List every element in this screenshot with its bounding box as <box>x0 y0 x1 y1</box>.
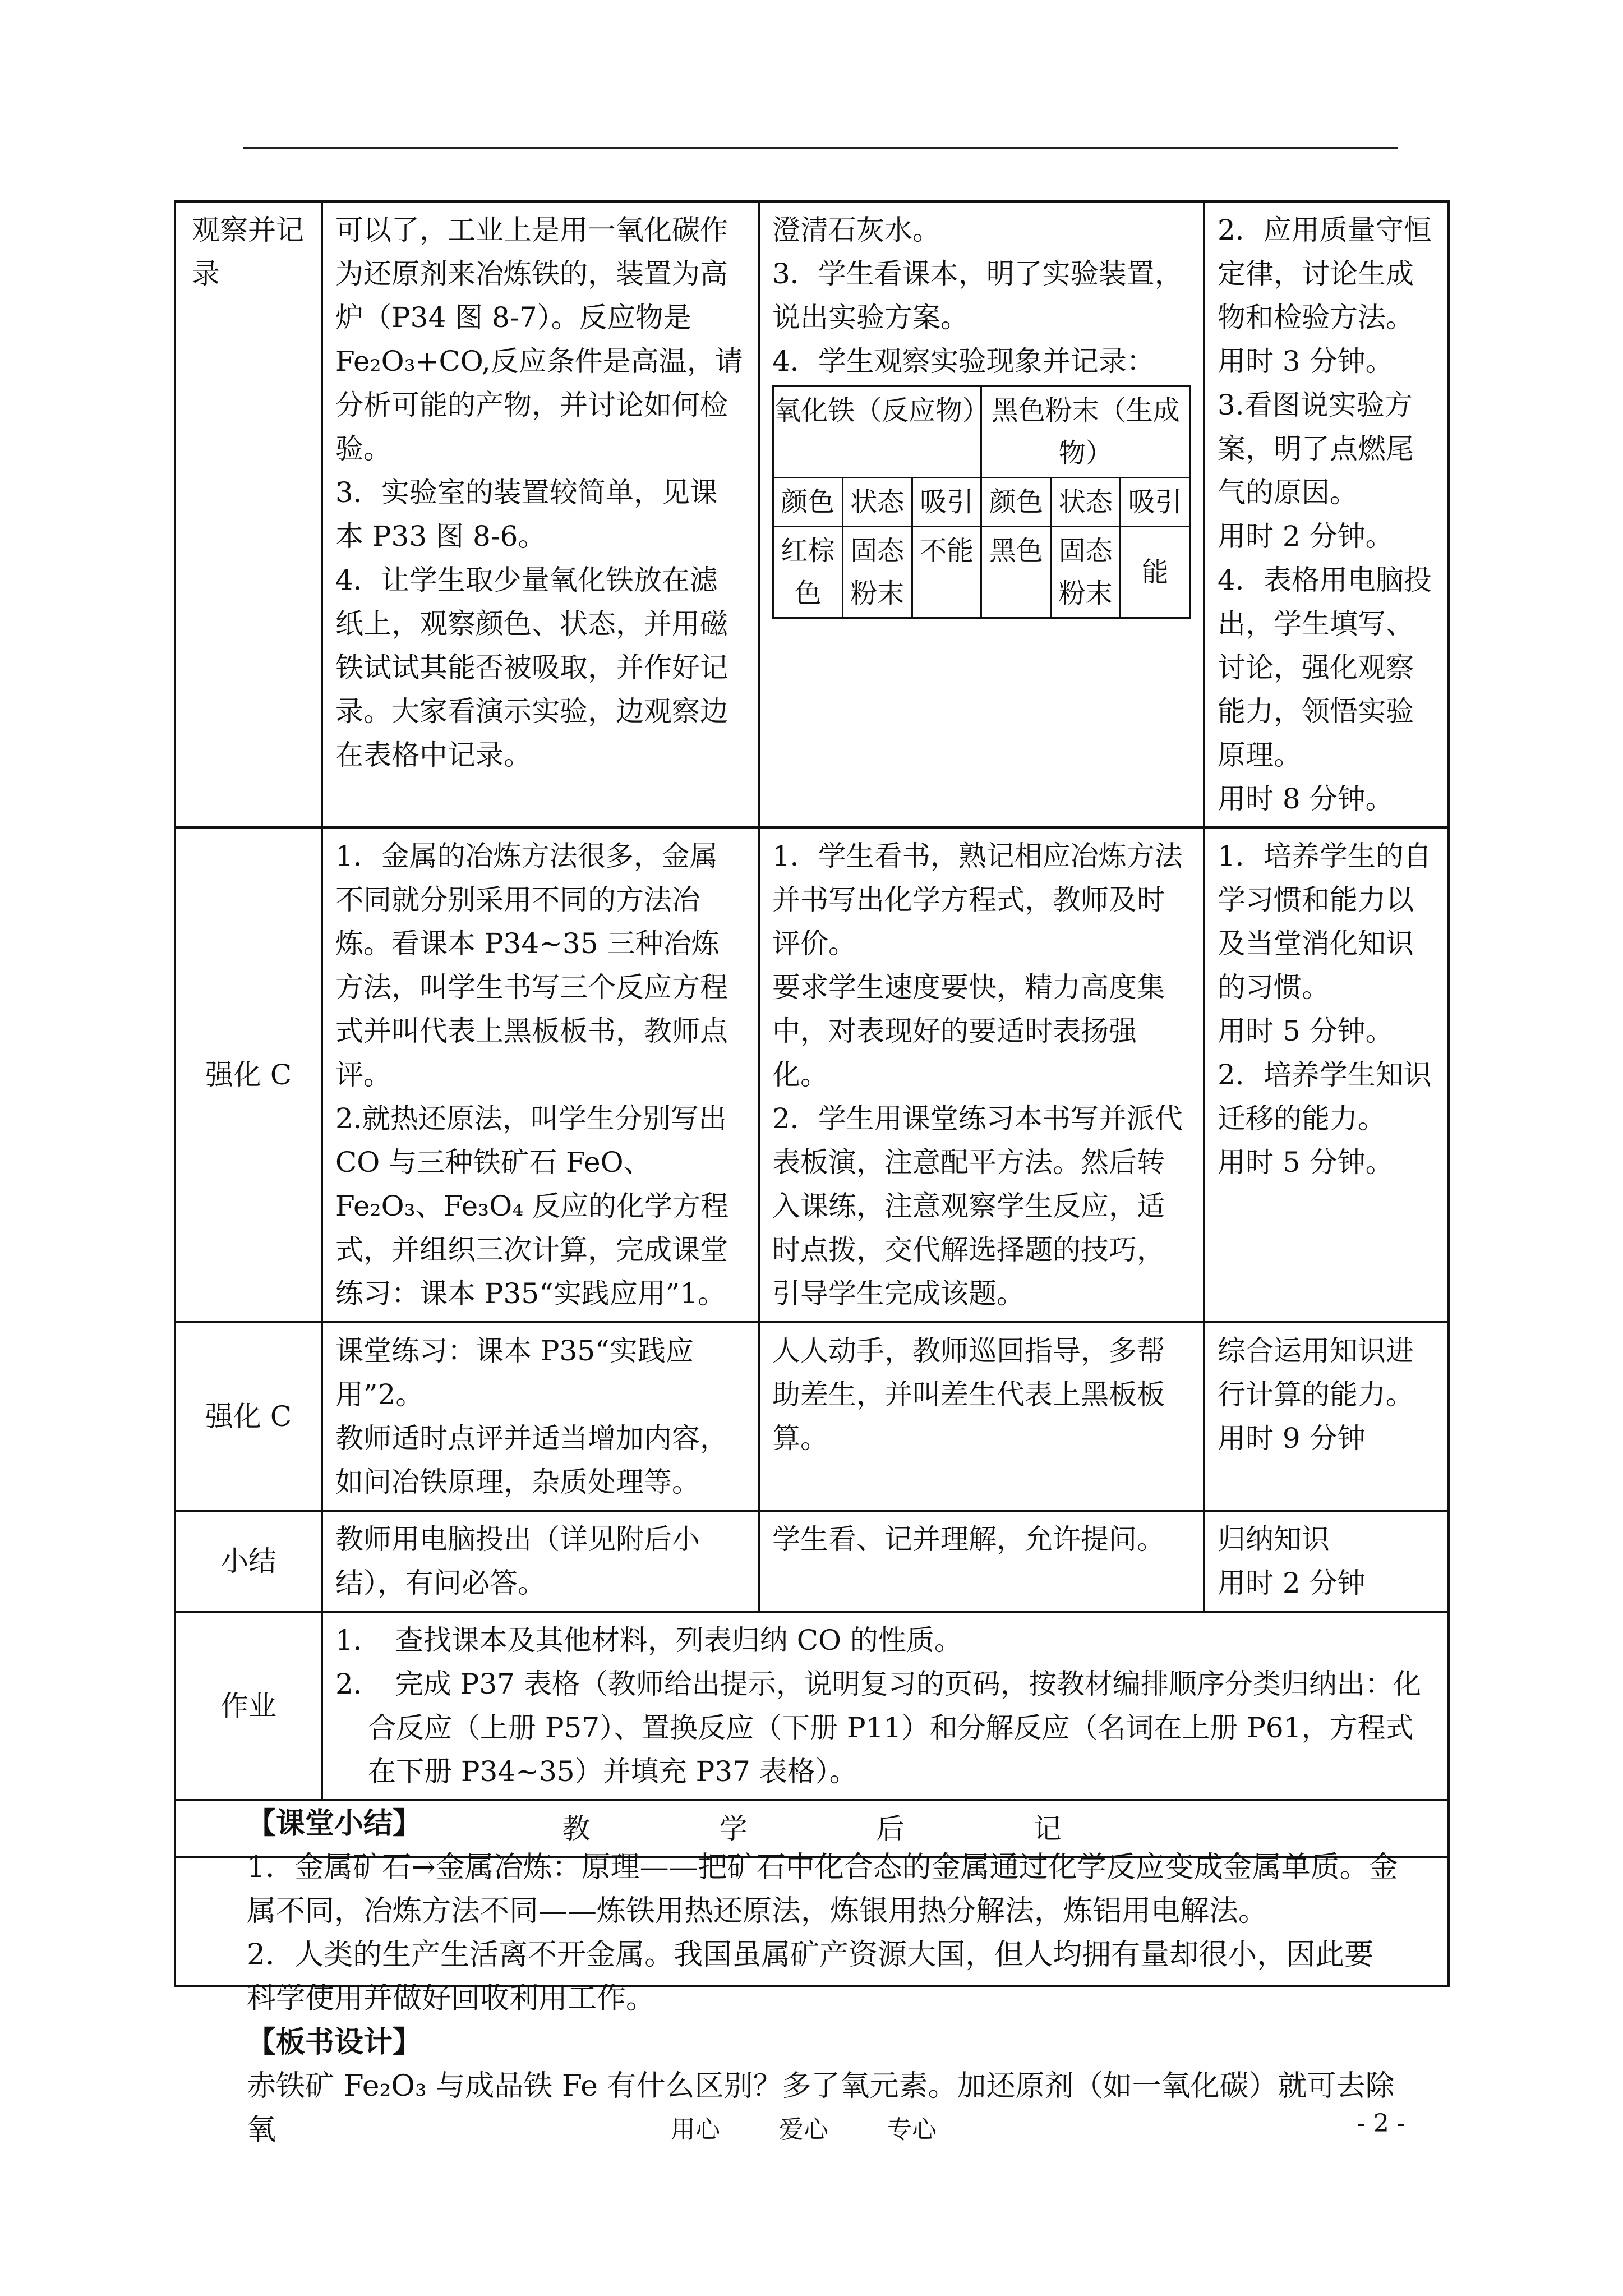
homework-item: 2． 完成 P37 表格（教师给出提示，说明复习的页码，按教材编排顺序分类归纳出：化合反应（上册 P57）、置换反应（下册 P11）和分解反应（名词在上册 P61，方程式在下册 P34~35）并填充 P37 表格）。 <box>335 1668 1421 1788</box>
student-paragraph: 人人动手，教师巡回指导，多帮助差生，并叫差生代表上黑板板算。 <box>772 1335 1165 1455</box>
after-title-char: 记 <box>1033 1812 1062 1845</box>
observation-table <box>772 385 1191 619</box>
student-paragraph: 4．学生观察实验现象并记录： <box>772 345 1155 378</box>
page-footer <box>0 2109 1623 2154</box>
footer-motto: 用心 <box>671 2115 720 2144</box>
footer-mottos <box>671 2109 995 2145</box>
row-label: 小结 <box>175 1511 322 1612</box>
observation-subheader: 颜色 <box>981 478 1051 527</box>
observation-value: 固态粉末 <box>842 527 912 618</box>
design-paragraph: 用时 2 分钟 <box>1218 1567 1366 1599</box>
design-paragraph: 1．培养学生的自学习惯和能力以及当堂消化知识的习惯。 <box>1218 840 1432 1004</box>
board-design-heading: 【板书设计】 <box>247 2025 422 2059</box>
design-paragraph: 3.看图说实验方案，明了点燃尾气的原因。 <box>1218 389 1414 509</box>
header-rule <box>243 147 1398 149</box>
student-activity-cell <box>759 1322 1204 1511</box>
table-row <box>175 201 1449 827</box>
summary-item: 2．人类的生产生活离不开金属。我国虽属矿产资源大国，但人均拥有量却很小，因此要科学使用并做好回收利用工作。 <box>247 1938 1374 2016</box>
teacher-paragraph: 4．让学生取少量氧化铁放在滤纸上，观察颜色、状态，并用磁铁试试其能否被吸取，并作好记录。大家看演示实验，边观察边在表格中记录。 <box>335 564 728 771</box>
design-intent-cell <box>1204 1511 1449 1612</box>
observation-value: 红棕色 <box>773 527 843 618</box>
table-row <box>175 827 1449 1322</box>
observation-value: 能 <box>1121 527 1190 618</box>
design-paragraph: 用时 5 分钟。 <box>1218 1146 1394 1179</box>
row-label: 强化 C <box>175 827 322 1322</box>
student-activity-cell <box>759 201 1204 827</box>
design-paragraph: 用时 2 分钟。 <box>1218 520 1394 553</box>
observation-header-reactant: 氧化铁（反应物） <box>773 386 981 478</box>
student-paragraph: 学生看、记并理解，允许提问。 <box>772 1523 1165 1556</box>
homework-item: 1． 查找课本及其他材料，列表归纳 CO 的性质。 <box>335 1624 962 1657</box>
observation-header-product: 黑色粉末（生成物） <box>981 386 1190 478</box>
teacher-paragraph: 教师适时点评并适当增加内容，如问冶铁原理，杂质处理等。 <box>335 1422 728 1498</box>
homework-row <box>175 1612 1449 1800</box>
student-activity-cell <box>759 1511 1204 1612</box>
student-paragraph: 澄清石灰水。 <box>772 214 940 246</box>
summary-heading: 【课堂小结】 <box>247 1806 422 1841</box>
homework-cell <box>322 1612 1449 1800</box>
after-title-char: 后 <box>876 1812 905 1845</box>
observation-subheader: 吸引 <box>1121 478 1190 527</box>
student-paragraph: 要求学生速度要快，精力高度集中，对表现好的要适时表扬强化。 <box>772 971 1165 1091</box>
design-paragraph: 用时 8 分钟。 <box>1218 783 1394 815</box>
observation-value: 固态粉末 <box>1051 527 1121 618</box>
table-row <box>175 1322 1449 1511</box>
student-activity-cell <box>759 827 1204 1322</box>
design-paragraph: 2．培养学生知识迁移的能力。 <box>1218 1059 1432 1135</box>
student-paragraph: 3．学生看课本，明了实验装置，说出实验方案。 <box>772 257 1183 334</box>
summary-item: 1．金属矿石→金属冶炼：原理——把矿石中化合态的金属通过化学反应变成金属单质。金属不同，冶炼方法不同——炼铁用热还原法，炼银用热分解法，炼铝用电解法。 <box>247 1851 1398 1928</box>
observation-subheader: 状态 <box>1051 478 1121 527</box>
observation-value: 不能 <box>912 527 981 618</box>
after-title-char: 教 <box>562 1812 591 1845</box>
row-label: 观察并记录 <box>175 201 322 827</box>
design-paragraph: 用时 5 分钟。 <box>1218 1015 1394 1047</box>
page-number: - 2 - <box>1357 2109 1405 2138</box>
student-paragraph: 2．学生用课堂练习本书写并派代表板演，注意配平方法。然后转入课练，注意观察学生反应，适时点拨，交代解选择题的技巧，引导学生完成该题。 <box>772 1102 1183 1310</box>
teacher-paragraph: 3．实验室的装置较简单，见课本 P33 图 8-6。 <box>335 476 718 553</box>
teacher-paragraph: 课堂练习：课本 P35“实践应用”2。 <box>335 1335 694 1411</box>
student-paragraph: 1．学生看书，熟记相应冶炼方法并书写出化学方程式，教师及时评价。 <box>772 840 1183 960</box>
design-paragraph: 2．应用质量守恒定律，讨论生成物和检验方法。用时 3 分钟。 <box>1218 214 1432 378</box>
design-paragraph: 用时 9 分钟 <box>1218 1422 1366 1455</box>
observation-value: 黑色 <box>981 527 1051 618</box>
observation-subheader: 状态 <box>842 478 912 527</box>
design-intent-cell <box>1204 827 1449 1322</box>
teacher-activity-cell <box>322 827 759 1322</box>
teacher-activity-cell <box>322 1322 759 1511</box>
board-design-text: 赤铁矿 Fe₂O₃ 与成品铁 Fe 有什么区别？多了氧元素。加还原剂（如一氧化碳）就可去除氧 <box>247 2069 1395 2147</box>
teacher-paragraph: 1．金属的冶炼方法很多，金属不同就分别采用不同的方法冶炼。看课本 P34~35 三种冶炼方法，叫学生书写三个反应方程式并叫代表上黑板板书，教师点评。 <box>335 840 728 1091</box>
design-paragraph: 4．表格用电脑投出，学生填写、讨论，强化观察能力，领悟实验原理。 <box>1218 564 1432 771</box>
teacher-activity-cell <box>322 1511 759 1612</box>
footer-motto: 爱心 <box>779 2115 828 2144</box>
row-label: 强化 C <box>175 1322 322 1511</box>
design-intent-cell <box>1204 201 1449 827</box>
table-row <box>175 1511 1449 1612</box>
teacher-activity-cell <box>322 201 759 827</box>
design-intent-cell <box>1204 1322 1449 1511</box>
after-title-char: 学 <box>719 1812 748 1845</box>
summary-section <box>247 1802 1402 2152</box>
observation-subheader: 颜色 <box>773 478 843 527</box>
teacher-paragraph: 2.就热还原法，叫学生分别写出 CO 与三种铁矿石 FeO、Fe₂O₃、Fe₃O₄ 反应的化学方程式，并组织三次计算，完成课堂练习：课本 P35“实践应用”1。 <box>335 1102 729 1310</box>
design-paragraph: 综合运用知识进行计算的能力。 <box>1218 1335 1414 1411</box>
teacher-paragraph: 教师用电脑投出（详见附后小结），有问必答。 <box>335 1523 700 1599</box>
teacher-paragraph: 可以了，工业上是用一氧化碳作为还原剂来冶炼铁的，装置为高炉（P34 图 8-7）。反应物是 Fe₂O₃+CO,反应条件是高温，请分析可能的产物，并讨论如何检验。 <box>335 214 743 465</box>
lesson-table <box>174 200 1450 1987</box>
footer-motto: 专心 <box>887 2115 937 2144</box>
design-paragraph: 归纳知识 <box>1218 1523 1330 1556</box>
row-label: 作业 <box>175 1612 322 1800</box>
observation-subheader: 吸引 <box>912 478 981 527</box>
